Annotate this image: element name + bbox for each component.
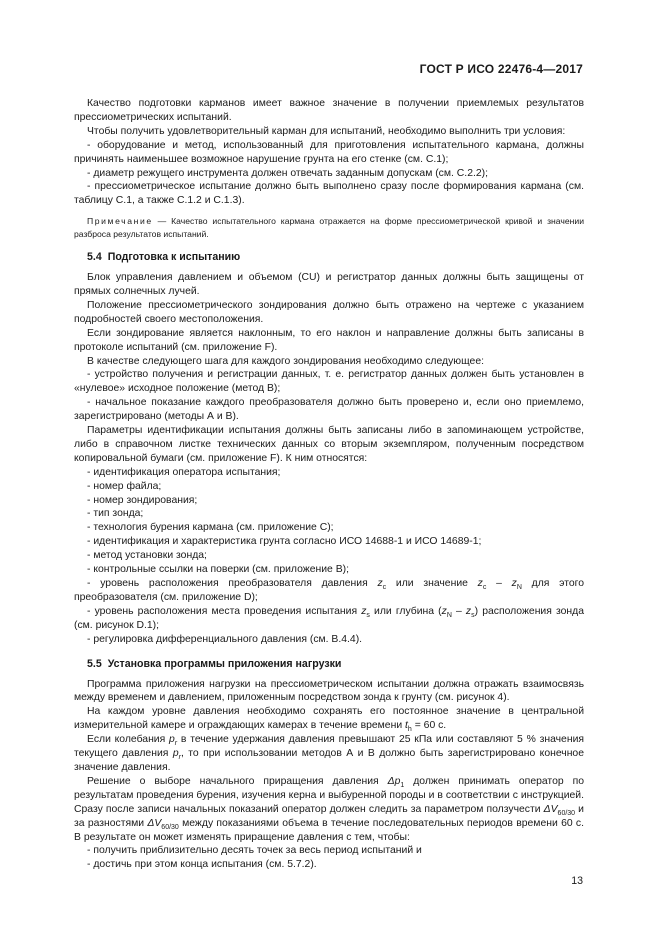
- section-number: 5.4: [87, 251, 102, 264]
- paragraph: В качестве следующего шага для каждого зондирования необходимо следующее:: [87, 355, 484, 367]
- page-number: 13: [571, 875, 583, 887]
- paragraph: Блок управления давлением и объемом (CU) и регистратор данных должны быть защищены от прямых солнечных лучей.: [74, 272, 584, 297]
- list-item: - технология бурения кармана (см. приложение С);: [87, 522, 334, 534]
- paragraph: Если колебания $p_r$ в течение удержания давления превышают 25 кПа или составляют 5 % значения текущего давления $p_r$, то при использовании методов А и В должно быть зарегистрировано конечное значение давления.: [74, 734, 584, 773]
- list-item: - получить приблизительно десять точек за весь период испытаний и: [87, 845, 422, 857]
- list-item: - уровень расположения места проведения испытания $z_s$ или глубина $(z_N - z_s)$ расположения зонда (см. рисунок D.1);: [74, 605, 584, 631]
- list-item: - достичь при этом конца испытания (см. 5.7.2).: [87, 859, 317, 871]
- list-item: - номер зондирования;: [87, 494, 198, 506]
- section-number: 5.5: [87, 657, 102, 670]
- page-body: [74, 97, 584, 872]
- section-title: Установка программы приложения нагрузки: [107, 657, 342, 670]
- note-text: — Качество испытательного кармана отражается на форме прессиометрической кривой и значении разброса результатов испытаний.: [74, 216, 584, 239]
- paragraph: Положение прессиометрического зондирования должно быть отражено на чертеже с указанием подробностей своего местоположения.: [74, 299, 584, 325]
- paragraph: Качество подготовки карманов имеет важное значение в получении приемлемых результатов прессиометрических испытаний.: [74, 98, 584, 123]
- document-header: ГОСТ Р ИСО 22476-4—2017: [419, 62, 583, 76]
- list-item: - прессиометрическое испытание должно быть выполнено сразу после формирования кармана (см. таблицу С.1, а также С.1.2 и С.1.3).: [74, 181, 584, 207]
- paragraph: Чтобы получить удовлетворительный карман для испытаний, необходимо выполнить три условия:: [87, 125, 566, 137]
- list-item: - метод установки зонда;: [87, 550, 207, 562]
- section-heading-5-4: [87, 250, 584, 264]
- list-item: - начальное показание каждого преобразователя должно быть проверено и, если оно приемлемо, зарегистрировано (методы А и В).: [74, 397, 584, 423]
- paragraph: Параметры идентификации испытания должны быть записаны либо в запоминающем устройстве, либо в справочном листке технических данных со вторым экземпляром, полученным посредством копировальной бумаги (см. приложение F). К ним относятся:: [74, 425, 584, 464]
- paragraph: Решение о выборе начального приращения давления $\Delta p_1$ должен принимать оператор по результатам проведения бурения, изучения керна и выбуренной породы и в соответствии с инструкцией. Сразу после записи начальных показаний оператор должен следить за параметром ползучести $\Delta V_{60/30}$ и за разностями $\Delta V_{60/30}$ между показаниями объема в течение последовательных периодов времени 60 с. В результате он может изменять приращение давления с тем, чтобы:: [74, 775, 584, 843]
- paragraph: На каждом уровне давления необходимо сохранять его постоянное значение в центральной измерительной камере и ограждающих камерах в течение времени $t_h = 60$ с.: [74, 706, 584, 734]
- section-title: Подготовка к испытанию: [107, 251, 241, 264]
- list-item: - регулировка дифференциального давления (см. В.4.4).: [87, 633, 363, 645]
- list-item: - оборудование и метод, использованный для приготовления испытательного кармана, должны причинять наименьшее возможное нарушение грунта на его стенке (см. С.1);: [74, 139, 584, 165]
- paragraph: Если зондирование является наклонным, то его наклон и направление должны быть записаны в протоколе испытаний (см. приложение F).: [74, 327, 584, 353]
- list-item: - тип зонда;: [87, 508, 144, 520]
- note-label: Примечание: [87, 216, 153, 227]
- list-item: - диаметр режущего инструмента должен отвечать заданным допускам (см. С.2.2);: [87, 167, 488, 179]
- list-item: - контрольные ссылки на поверки (см. приложение В);: [87, 564, 349, 576]
- list-item: - идентификация оператора испытания;: [87, 466, 281, 478]
- note: [74, 215, 584, 240]
- list-item: - уровень расположения преобразователя давления $z_c$ или значение $z_c - z_N$ для этого преобразователя (см. приложение D);: [74, 578, 584, 603]
- list-item: - номер файла;: [87, 480, 162, 492]
- paragraph: Программа приложения нагрузки на прессиометрическом испытании должна отражать взаимосвязь между временем и давлением, приложенным посредством зонда к грунту (см. рисунок 4).: [74, 678, 584, 704]
- list-item: - устройство получения и регистрации данных, т. е. регистратор данных должен быть установлен в «нулевое» исходное положение (метод В);: [74, 369, 584, 395]
- list-item: - идентификация и характеристика грунта согласно ИСО 14688-1 и ИСО 14689-1;: [87, 536, 482, 548]
- section-heading-5-5: [87, 657, 584, 671]
